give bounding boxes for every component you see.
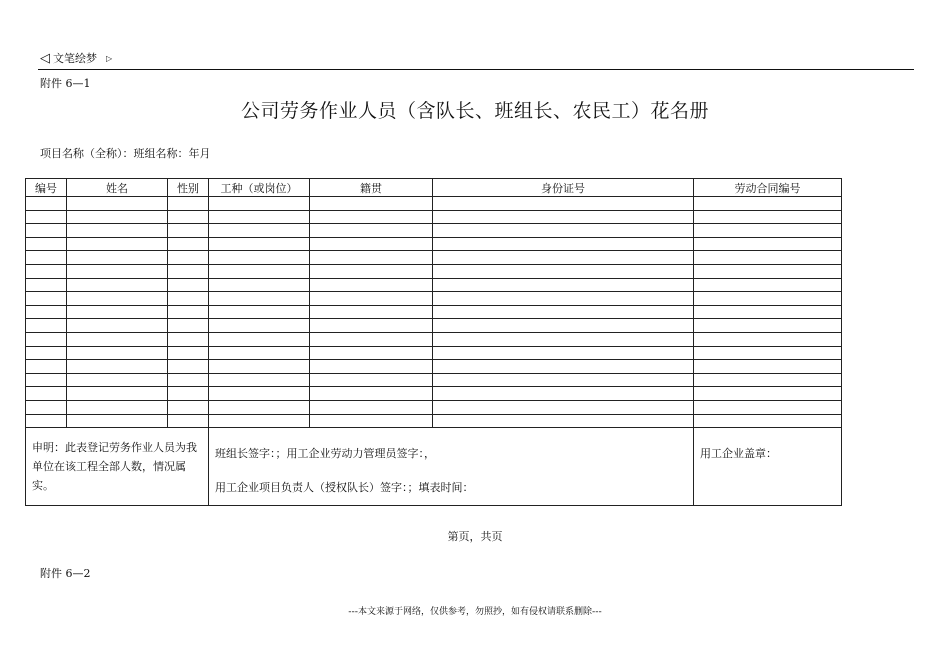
header-rule [38, 69, 914, 70]
table-cell[interactable] [694, 224, 842, 238]
table-cell[interactable] [26, 360, 67, 374]
page-info: 第页，共页 [447, 530, 503, 543]
table-cell[interactable] [67, 360, 168, 374]
table-row [26, 197, 842, 211]
table-cell[interactable] [26, 278, 67, 292]
table-cell[interactable] [310, 373, 433, 387]
footer-disclaimer: ---本文来源于网络，仅供参考，勿照抄，如有侵权请联系删除--- [348, 607, 602, 617]
table-row [26, 400, 842, 414]
table-cell[interactable] [168, 210, 209, 224]
table-cell[interactable] [694, 292, 842, 306]
table-cell[interactable] [310, 210, 433, 224]
table-cell[interactable] [26, 305, 67, 319]
table-cell[interactable] [694, 346, 842, 360]
table-cell[interactable] [209, 360, 310, 374]
signature-block [209, 428, 694, 506]
signature-line-1: 班组长签字：；用工企业劳动力管理员签字：， [215, 447, 435, 461]
table-cell[interactable] [433, 373, 694, 387]
table-cell[interactable] [26, 292, 67, 306]
document-title: 公司劳务作业人员（含队长、班组长、农民工）花名册 [240, 100, 709, 122]
table-cell[interactable] [694, 332, 842, 346]
col-header-contract-number: 劳动合同编号 [694, 179, 842, 197]
table-cell[interactable] [67, 414, 168, 428]
table-row [26, 373, 842, 387]
table-cell[interactable] [209, 387, 310, 401]
table-cell[interactable] [694, 400, 842, 414]
signature-row [26, 428, 842, 506]
table-cell[interactable] [26, 346, 67, 360]
table-cell[interactable] [26, 264, 67, 278]
declaration-note: 申明：此表登记劳务作业人员为我单位在该工程全部人数，情况属实。 [26, 428, 209, 506]
table-cell[interactable] [67, 292, 168, 306]
table-cell[interactable] [26, 251, 67, 265]
table-row [26, 414, 842, 428]
table-cell[interactable] [310, 292, 433, 306]
table-row [26, 224, 842, 238]
table-cell[interactable] [694, 197, 842, 211]
table-row [26, 292, 842, 306]
table-cell[interactable] [168, 264, 209, 278]
table-row [26, 346, 842, 360]
table-cell[interactable] [310, 346, 433, 360]
table-cell[interactable] [168, 332, 209, 346]
table-cell[interactable] [168, 197, 209, 211]
table-cell[interactable] [433, 346, 694, 360]
table-cell[interactable] [67, 387, 168, 401]
table-cell[interactable] [694, 360, 842, 374]
table-cell[interactable] [433, 387, 694, 401]
table-cell[interactable] [694, 305, 842, 319]
table-cell[interactable] [209, 373, 310, 387]
table-cell[interactable] [67, 305, 168, 319]
table-cell[interactable] [67, 332, 168, 346]
table-row [26, 264, 842, 278]
table-cell[interactable] [310, 264, 433, 278]
table-cell[interactable] [310, 224, 433, 238]
table-cell[interactable] [310, 332, 433, 346]
table-cell[interactable] [694, 210, 842, 224]
table-cell[interactable] [67, 400, 168, 414]
table-cell[interactable] [26, 387, 67, 401]
table-row [26, 387, 842, 401]
table-cell[interactable] [310, 360, 433, 374]
table-cell[interactable] [168, 346, 209, 360]
table-cell[interactable] [310, 387, 433, 401]
table-cell[interactable] [26, 237, 67, 251]
roster-table [25, 178, 842, 506]
table-cell[interactable] [433, 360, 694, 374]
table-cell[interactable] [209, 292, 310, 306]
table-cell[interactable] [26, 210, 67, 224]
table-cell[interactable] [433, 251, 694, 265]
table-cell[interactable] [168, 278, 209, 292]
table-cell[interactable] [310, 278, 433, 292]
table-cell[interactable] [433, 237, 694, 251]
table-cell[interactable] [168, 360, 209, 374]
left-triangle-icon: ◁ [40, 50, 50, 66]
table-cell[interactable] [168, 373, 209, 387]
table-cell[interactable] [67, 278, 168, 292]
col-header-origin: 籍贯 [310, 179, 433, 197]
col-header-gender: 性别 [168, 179, 209, 197]
table-cell[interactable] [209, 251, 310, 265]
table-row [26, 210, 842, 224]
table-row [26, 305, 842, 319]
col-header-name: 姓名 [67, 179, 168, 197]
table-cell[interactable] [168, 319, 209, 333]
table-cell[interactable] [433, 400, 694, 414]
right-triangle-icon: ▷ [106, 53, 113, 63]
table-cell[interactable] [694, 278, 842, 292]
table-cell[interactable] [168, 305, 209, 319]
table-cell[interactable] [209, 346, 310, 360]
table-cell[interactable] [694, 387, 842, 401]
table-cell[interactable] [209, 197, 310, 211]
table-cell[interactable] [209, 237, 310, 251]
table-cell[interactable] [67, 197, 168, 211]
table-cell[interactable] [26, 400, 67, 414]
table-cell[interactable] [209, 319, 310, 333]
table-cell[interactable] [26, 224, 67, 238]
table-cell[interactable] [310, 319, 433, 333]
table-row [26, 319, 842, 333]
table-cell[interactable] [209, 264, 310, 278]
table-cell[interactable] [168, 414, 209, 428]
table-cell[interactable] [433, 264, 694, 278]
table-cell[interactable] [168, 237, 209, 251]
table-cell[interactable] [433, 210, 694, 224]
table-cell[interactable] [67, 319, 168, 333]
table-cell[interactable] [209, 400, 310, 414]
table-cell[interactable] [310, 305, 433, 319]
table-cell[interactable] [694, 319, 842, 333]
table-cell[interactable] [433, 224, 694, 238]
table-cell[interactable] [694, 264, 842, 278]
table-cell[interactable] [67, 264, 168, 278]
attachment-label-2: 附件 6—2 [40, 567, 91, 580]
table-cell[interactable] [26, 319, 67, 333]
table-cell[interactable] [694, 251, 842, 265]
table-cell[interactable] [433, 414, 694, 428]
table-cell[interactable] [694, 237, 842, 251]
table-cell[interactable] [310, 237, 433, 251]
company-seal: 用工企业盖章： [694, 428, 842, 506]
table-cell[interactable] [168, 292, 209, 306]
table-header-row [26, 179, 842, 197]
table-cell[interactable] [433, 278, 694, 292]
table-cell[interactable] [209, 224, 310, 238]
col-header-number: 编号 [26, 179, 67, 197]
table-cell[interactable] [433, 319, 694, 333]
table-cell[interactable] [310, 197, 433, 211]
table-cell[interactable] [310, 414, 433, 428]
table-cell[interactable] [694, 373, 842, 387]
table-cell[interactable] [26, 332, 67, 346]
table-cell[interactable] [26, 197, 67, 211]
table-cell[interactable] [168, 251, 209, 265]
table-cell[interactable] [67, 373, 168, 387]
table-cell[interactable] [67, 346, 168, 360]
table-cell[interactable] [168, 400, 209, 414]
table-row [26, 360, 842, 374]
table-cell[interactable] [433, 332, 694, 346]
table-cell[interactable] [168, 387, 209, 401]
roster-body [26, 197, 842, 428]
table-cell[interactable] [26, 373, 67, 387]
table-row [26, 251, 842, 265]
table-cell[interactable] [67, 237, 168, 251]
table-cell[interactable] [67, 210, 168, 224]
brand-name: 文笔绘梦 [53, 52, 97, 65]
table-cell[interactable] [694, 414, 842, 428]
table-cell[interactable] [26, 414, 67, 428]
table-cell[interactable] [67, 224, 168, 238]
table-cell[interactable] [433, 197, 694, 211]
table-row [26, 332, 842, 346]
table-cell[interactable] [209, 414, 310, 428]
brand-header [40, 50, 112, 66]
table-cell[interactable] [209, 278, 310, 292]
table-cell[interactable] [310, 251, 433, 265]
table-cell[interactable] [433, 305, 694, 319]
project-info-line: 项目名称（全称）：班组名称：年月 [40, 147, 211, 160]
table-row [26, 278, 842, 292]
attachment-label-1: 附件 6—1 [40, 77, 91, 90]
table-cell[interactable] [209, 210, 310, 224]
table-cell[interactable] [67, 251, 168, 265]
col-header-job: 工种（或岗位） [209, 179, 310, 197]
col-header-id-number: 身份证号 [433, 179, 694, 197]
table-cell[interactable] [168, 224, 209, 238]
signature-line-2: 用工企业项目负责人（授权队长）签字：；填表时间： [215, 481, 474, 495]
table-cell[interactable] [310, 400, 433, 414]
table-cell[interactable] [209, 332, 310, 346]
table-row [26, 237, 842, 251]
table-cell[interactable] [209, 305, 310, 319]
table-cell[interactable] [433, 292, 694, 306]
